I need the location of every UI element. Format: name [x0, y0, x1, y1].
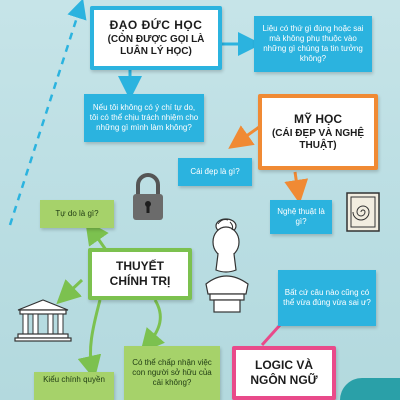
ethics-subtitle: (CÒN ĐƯỢC GỌI LÀ LUÂN LÝ HỌC) — [107, 34, 205, 57]
arrow-logic-to-contradiction — [262, 325, 280, 345]
question-art: Nghệ thuật là gì? — [270, 200, 332, 234]
temple-icon — [14, 298, 72, 342]
aesthetics-subtitle: (CÁI ĐẸP VÀ NGHỆ THUẬT) — [271, 128, 365, 151]
arrow-politics-to-temple — [65, 280, 82, 296]
ethics-title: ĐẠO ĐỨC HỌC — [109, 18, 203, 32]
question-right-wrong: Liệu có thứ gì đúng hoặc sai mà không phụ thuộc vào những gì chúng ta tin tưởng không? — [254, 16, 372, 72]
politics-node — [88, 248, 192, 300]
question-property: Có thể chấp nhận việc con người sở hữu của cải không? — [124, 346, 220, 400]
question-freedom: Tự do là gì? — [40, 200, 114, 228]
statue-bust-icon — [196, 214, 260, 314]
arrow-aesthetics-to-art — [295, 172, 298, 192]
corner-decoration — [340, 378, 400, 400]
logic-title: LOGIC VÀ NGÔN NGỮ — [250, 358, 318, 387]
dashed-path-arrow — [10, 8, 80, 225]
ethics-node — [90, 6, 222, 70]
arrow-politics-to-property — [148, 300, 160, 344]
question-free-will: Nếu tôi không có ý chí tự do, tôi có thể chịu trách nhiệm cho những gì mình làm không? — [84, 94, 204, 142]
arrow-politics-to-power — [90, 300, 100, 368]
aesthetics-node — [258, 94, 378, 170]
logic-node — [232, 346, 336, 400]
aesthetics-title: MỸ HỌC — [294, 112, 342, 126]
question-beauty: Cái đẹp là gì? — [178, 158, 252, 186]
question-power: Kiểu chính quyền — [34, 372, 114, 400]
politics-title: THUYẾT CHÍNH TRỊ — [109, 259, 171, 288]
padlock-icon — [130, 172, 166, 222]
question-contradiction: Bất cứ câu nào cũng có thể vừa đúng vừa sai ư? — [278, 270, 376, 326]
arrow-politics-to-freedom — [92, 230, 106, 250]
spiral-artwork-icon — [346, 192, 380, 232]
